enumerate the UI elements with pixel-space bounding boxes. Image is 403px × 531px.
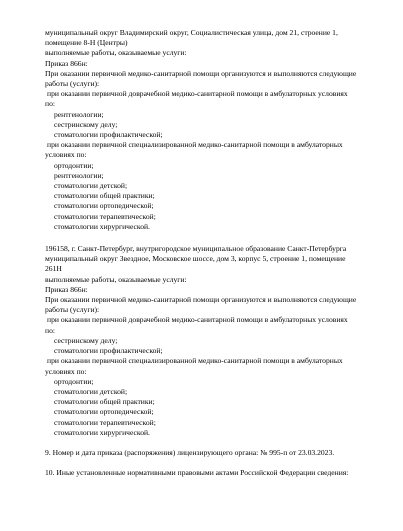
- text-line: 261Н: [45, 264, 62, 274]
- text-line: стоматологии общей практики;: [54, 397, 155, 407]
- address-block-vladimirsky: [45, 28, 383, 232]
- text-line: помещение 8-Н (Центры): [45, 38, 128, 48]
- text-line: Приказ 866н:: [45, 58, 88, 68]
- text-line: стоматологии детской;: [54, 386, 128, 396]
- text-line: стоматологии общей практики;: [54, 191, 155, 201]
- text-line: выполняемые работы, оказываемые услуги:: [45, 274, 187, 284]
- text-line: стоматологии профилактической;: [54, 346, 163, 356]
- text-line: выполняемые работы, оказываемые услуги:: [45, 48, 187, 58]
- text-line: работы (услуги):: [45, 79, 100, 89]
- text-line: стоматологии ортопедической;: [54, 407, 154, 417]
- text-line: Приказ 866н:: [45, 284, 88, 294]
- text-line: сестринскому делу;: [54, 335, 118, 345]
- text-line: 196158, г. Санкт-Петербург, внутригородское муниципальное образование Санкт-Петербурга: [45, 244, 347, 254]
- spacer: [45, 438, 383, 448]
- text-line: стоматологии детской;: [54, 181, 128, 191]
- address-block-zvezdnoe: [45, 244, 383, 438]
- text-line: При оказании первичной медико-санитарной помощи организуются и выполняются следующие: [45, 68, 357, 78]
- text-line: при оказании первичной доврачебной медико-санитарной помощи в амбулаторных условиях: [47, 89, 348, 99]
- text-line: При оказании первичной медико-санитарной помощи организуются и выполняются следующие: [45, 295, 357, 305]
- text-line: ортодонтии;: [54, 376, 94, 386]
- text-line: по:: [45, 99, 55, 109]
- text-line: муниципальный округ Звездное, Московское шоссе, дом 3, корпус 5, строение 1, помещение: [45, 254, 346, 264]
- spacer: [45, 458, 383, 468]
- text-line: муниципальный округ Владимирский округ, Социалистическая улица, дом 21, строение 1,: [45, 28, 338, 37]
- text-line: стоматологии хирургической.: [54, 427, 150, 437]
- text-line: стоматологии терапевтической;: [54, 417, 156, 427]
- text-line: рентгенологии;: [54, 170, 104, 180]
- text-line: при оказании первичной специализированной медико-санитарной помощи в амбулаторных: [47, 140, 343, 150]
- text-line: условиях по:: [45, 366, 87, 376]
- text-line: стоматологии профилактической;: [54, 130, 163, 140]
- text-line: условиях по:: [45, 150, 87, 160]
- text-line: при оказании первичной специализированной медико-санитарной помощи в амбулаторных: [47, 356, 343, 366]
- text-line: сестринскому делу;: [54, 119, 118, 129]
- text-line: при оказании первичной доврачебной медико-санитарной помощи в амбулаторных условиях: [47, 315, 348, 325]
- text-line: работы (услуги):: [45, 305, 100, 315]
- text-line: по:: [45, 325, 55, 335]
- item-9-order-number: 9. Номер и дата приказа (распоряжения) лицензирующего органа: № 995-п от 23.03.2023.: [45, 447, 335, 457]
- text-line: стоматологии хирургической.: [54, 221, 150, 231]
- text-line: стоматологии ортопедической;: [54, 201, 154, 211]
- text-line: стоматологии терапевтической;: [54, 211, 156, 221]
- text-line: рентгенологии;: [54, 109, 104, 119]
- item-10-other-info: 10. Иные установленные нормативными правовыми актами Российской Федерации сведения:: [45, 468, 349, 478]
- text-line: ортодонтии;: [54, 160, 94, 170]
- spacer: [45, 232, 383, 244]
